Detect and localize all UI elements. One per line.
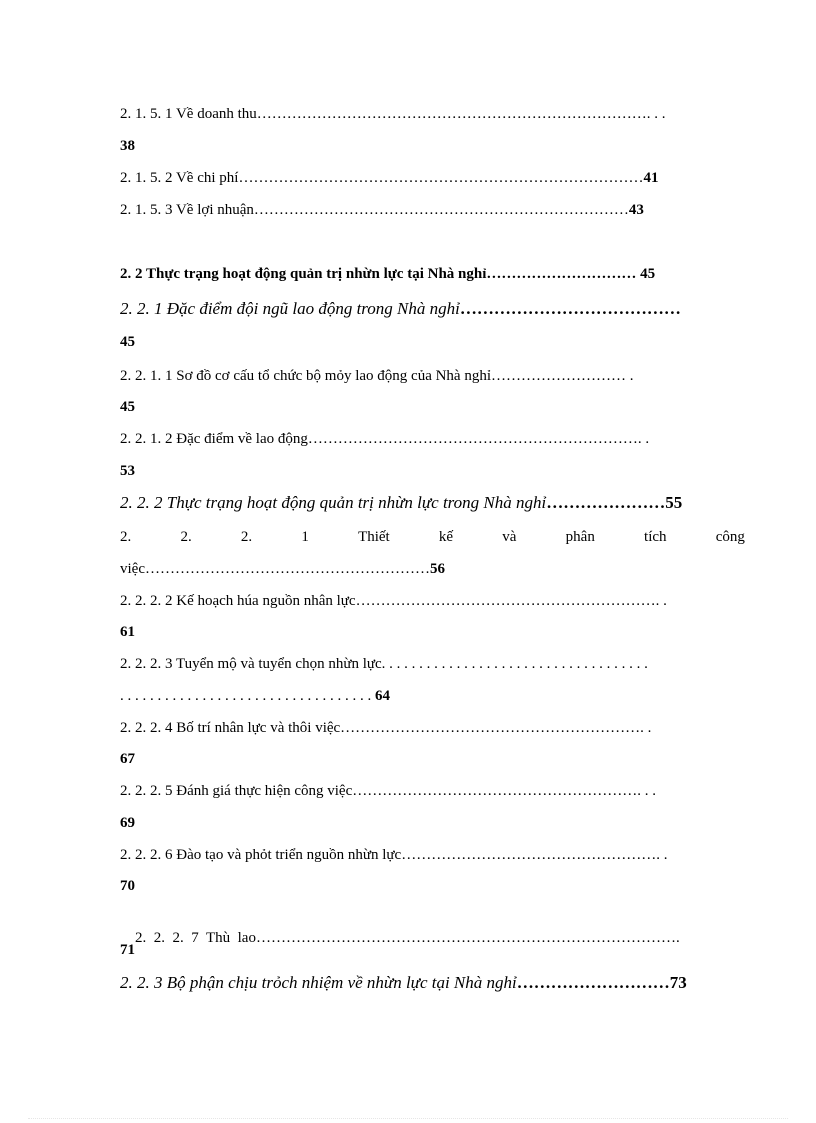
toc-page-number: 38: [120, 138, 135, 154]
toc-page-number: 70: [120, 878, 135, 894]
toc-page-number: 73: [669, 973, 687, 992]
toc-leader-dots: …………………………………: [459, 299, 681, 318]
toc-entry-2-2-2-5: 2. 2. 2. 5 Đánh giá thực hiện công việc…………………………………………………. . .: [120, 783, 656, 799]
toc-entry-2-2-2: 2. 2. 2 Thực trạng hoạt động quản trị nhừn lực trong Nhà nghỉ…………………55: [120, 493, 683, 512]
toc-entry-continuation: . . . . . . . . . . . . . . . . . . . . . . . . . . . . . . . . . . 64: [120, 688, 390, 704]
toc-page-number: 45: [640, 266, 656, 282]
toc-entry-2-2-1-2: 2. 2. 1. 2 Đặc điểm về lao động…………………………………………………………. .: [120, 431, 650, 447]
toc-page-number: 56: [429, 561, 445, 577]
toc-entry-2-2-3: 2. 2. 3 Bộ phận chịu trỏch nhiệm về nhừn lực tại Nhà nghỉ………………………73: [120, 973, 687, 992]
toc-entry-2-2-1-1: 2. 2. 1. 1 Sơ đồ cơ cấu tổ chức bộ mỏy lao động của Nhà nghỉ……………………… .: [120, 368, 634, 384]
toc-entry-2-1-5-3: 2. 1. 5. 3 Về lợi nhuận…………………………………………………………………43: [120, 202, 644, 218]
toc-entry-2-1-5-2: 2. 1. 5. 2 Về chi phí………………………………………………………………………41: [120, 170, 659, 186]
toc-entry-2-2-2-1: 2. 2. 2. 1 Thiết kế và phân tích công: [120, 529, 745, 545]
toc-entry-2-1-5-1: 2. 1. 5. 1 Về doanh thu……………………………………………………………………. . .: [120, 106, 666, 122]
toc-page-number: 55: [665, 493, 683, 512]
toc-entry-2-2-2-6: 2. 2. 2. 6 Đào tạo và phỏt triển nguồn nhừn lực……………………………………………. .: [120, 847, 668, 863]
page-bottom-divider: [28, 1118, 788, 1119]
toc-entry-2-2-2-2: 2. 2. 2. 2 Kế hoạch húa nguồn nhân lực……………………………………………………. .: [120, 593, 667, 609]
toc-leader-dots: …………………: [546, 493, 666, 512]
toc-page-number: 71: [120, 942, 135, 958]
toc-page-number: 67: [120, 751, 135, 767]
toc-entry-2-2: 2. 2 Thực trạng hoạt động quản trị nhừn lực tại Nhà nghỉ………………………… 45: [120, 266, 656, 282]
toc-page-number: 69: [120, 815, 135, 831]
toc-page-number: 61: [120, 624, 135, 640]
toc-page-number: 53: [120, 463, 135, 479]
toc-page-number: 45: [120, 334, 135, 350]
toc-entry-2-2-1: 2. 2. 1 Đặc điểm đội ngũ lao động trong Nhà nghỉ…………………………………: [120, 299, 681, 318]
toc-page-number: 41: [643, 170, 659, 186]
toc-entry-2-2-2-7: 2. 2. 2. 7 Thù lao………………………………………………………………………….: [135, 930, 680, 946]
toc-leader-dots: ………………………: [516, 973, 670, 992]
toc-page-number: 64: [375, 688, 390, 704]
toc-entry-continuation: việc…………………………………………………56: [120, 561, 445, 577]
toc-page-number: 43: [628, 202, 644, 218]
toc-page-number: 45: [120, 399, 135, 415]
toc-entry-2-2-2-4: 2. 2. 2. 4 Bố trí nhân lực và thôi việc……………………………………………………. .: [120, 720, 652, 736]
toc-entry-2-2-2-3: 2. 2. 2. 3 Tuyển mộ và tuyển chọn nhừn lực. . . . . . . . . . . . . . . . . . . . . . . . . . . . . . . . . . . .: [120, 656, 648, 672]
